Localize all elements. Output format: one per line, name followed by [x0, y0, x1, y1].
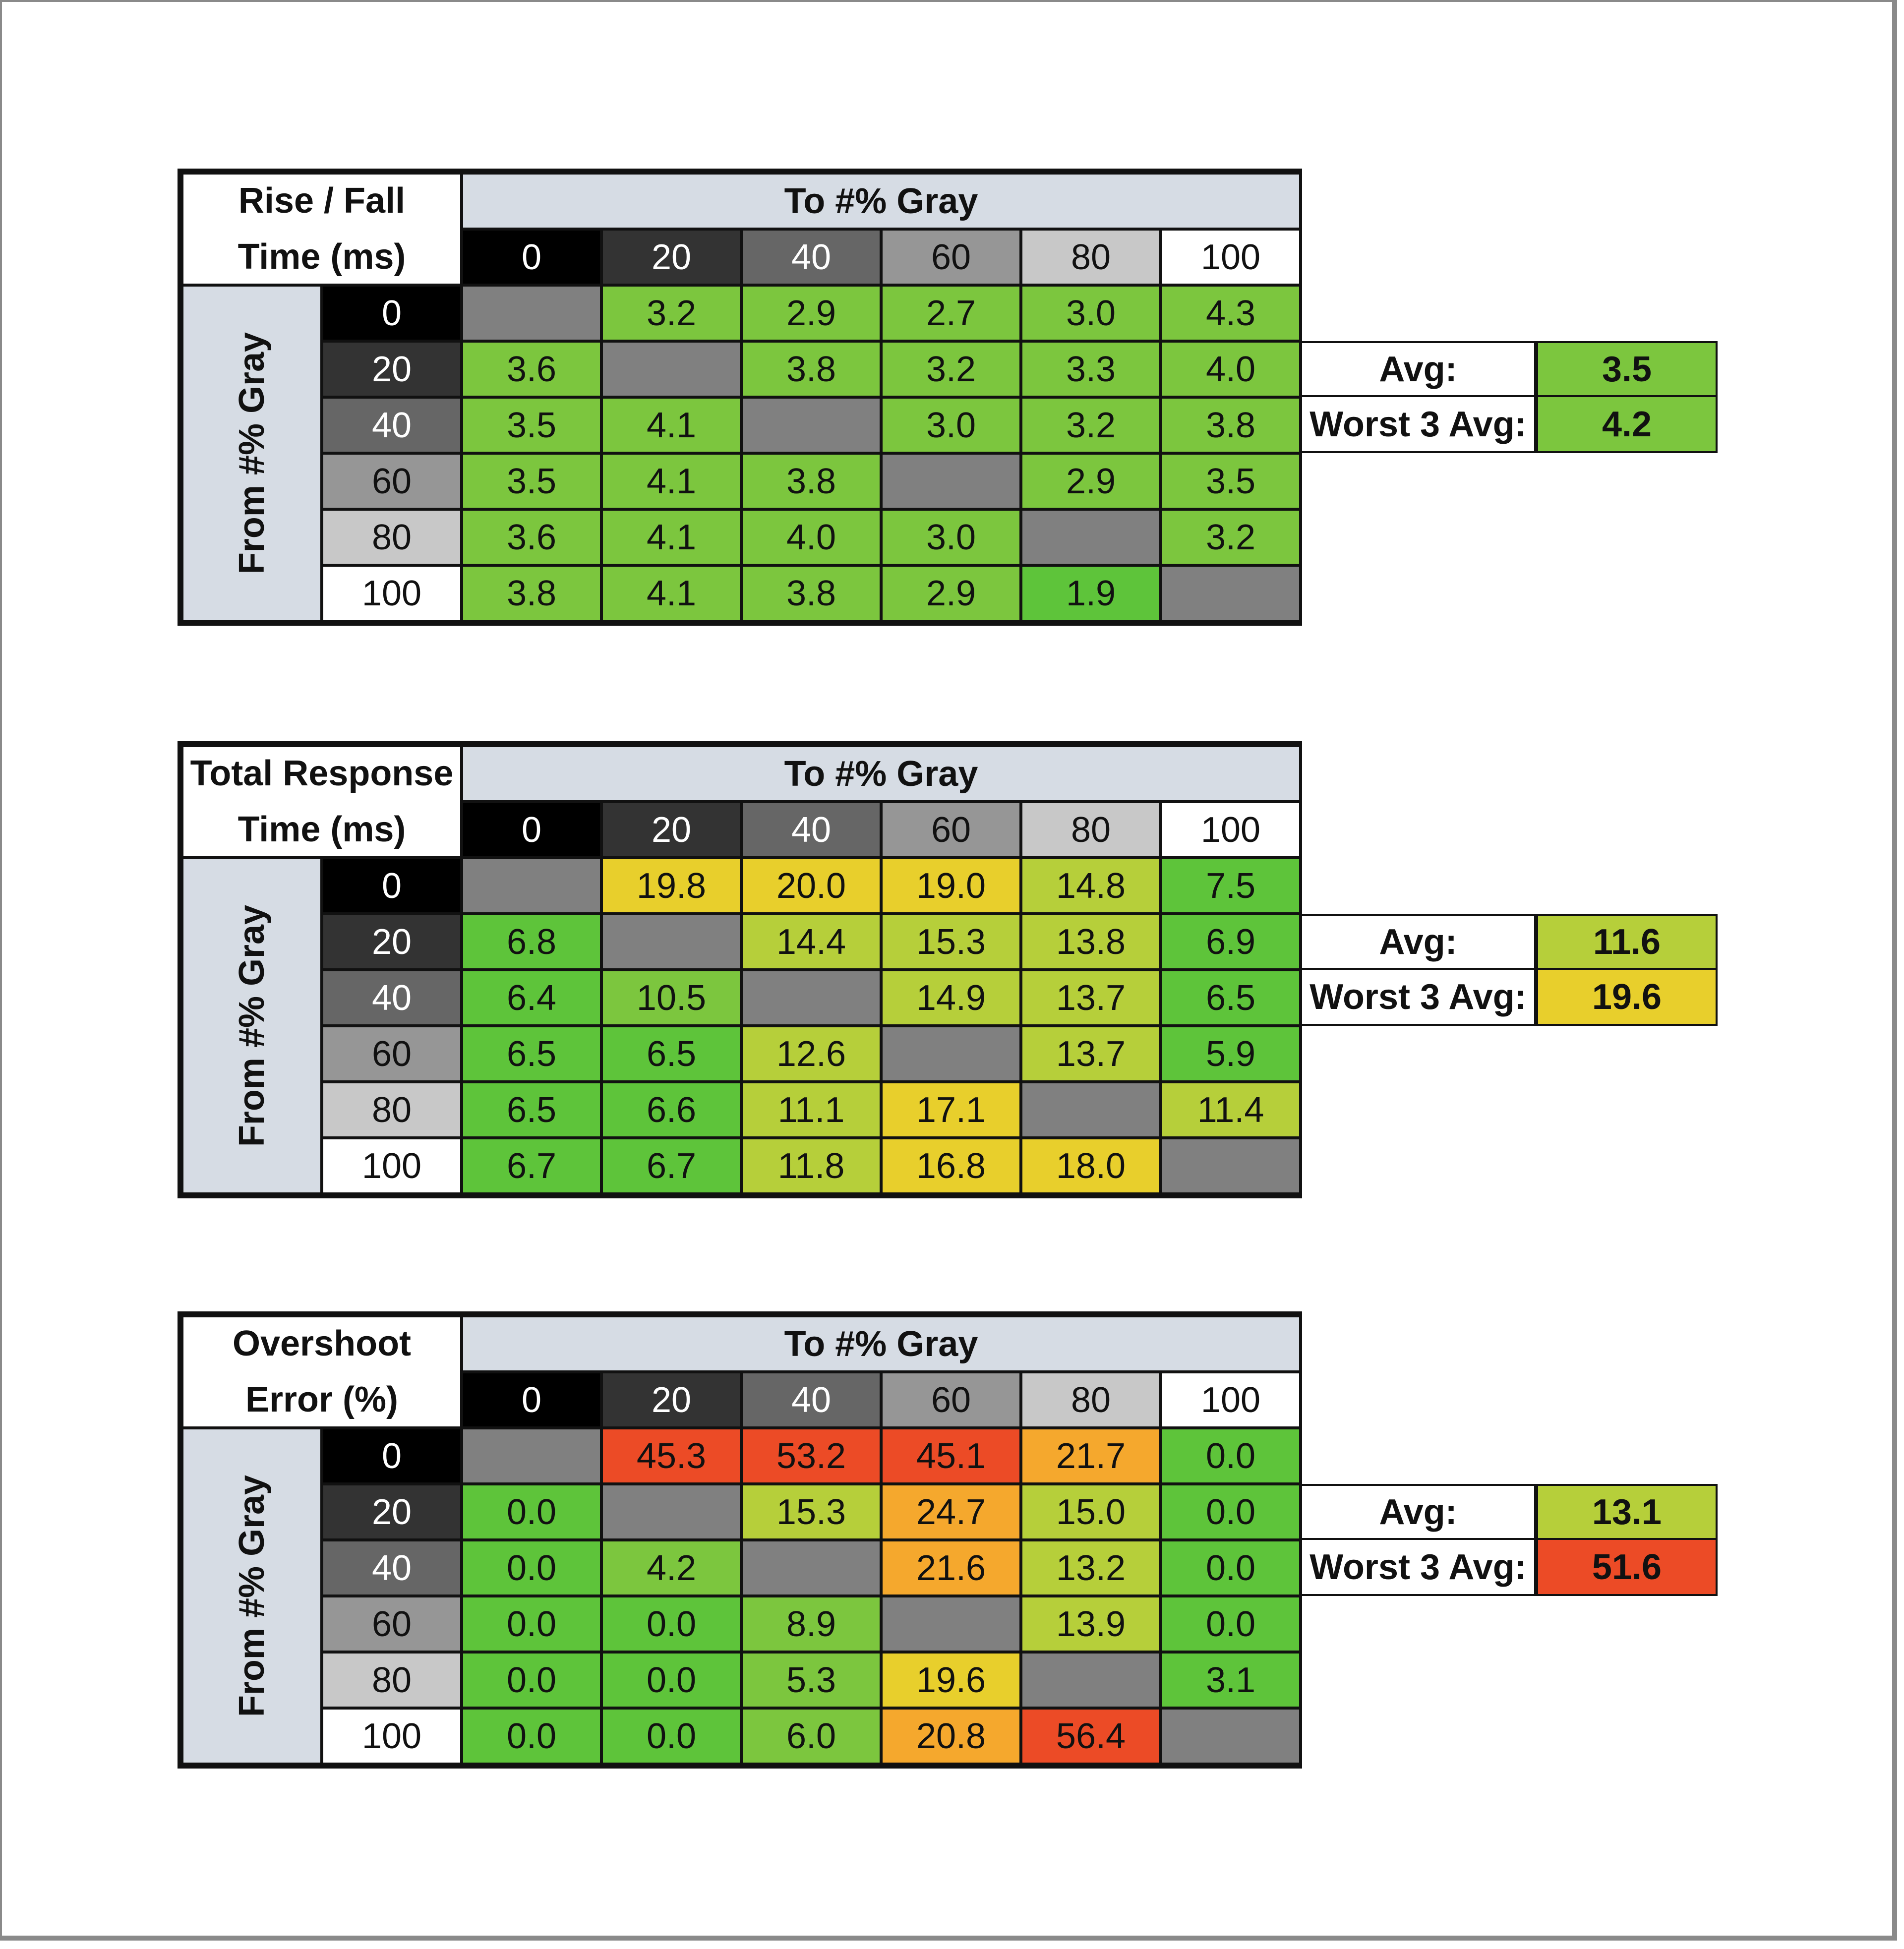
- data-cell: 14.8: [1021, 858, 1161, 914]
- data-cell: 3.5: [1161, 453, 1301, 509]
- data-cell: 3.8: [741, 453, 881, 509]
- data-cell: 0.0: [462, 1540, 601, 1596]
- data-cell: 3.3: [1021, 341, 1161, 397]
- diagonal-cell: [881, 1596, 1021, 1652]
- row-header: 40: [322, 397, 462, 453]
- data-cell: 13.7: [1021, 1026, 1161, 1082]
- diagonal-cell: [1161, 1708, 1301, 1764]
- data-cell: 3.0: [1021, 285, 1161, 341]
- matrix-title-line: Rise / Fall: [238, 181, 406, 221]
- data-cell: 6.0: [741, 1708, 881, 1764]
- data-cell: 5.3: [741, 1652, 881, 1708]
- data-cell: 0.0: [1161, 1540, 1301, 1596]
- diagonal-cell: [462, 1428, 601, 1484]
- summary-row: [1302, 914, 1718, 970]
- row-header: 100: [322, 1138, 462, 1194]
- summary-value: 11.6: [1536, 914, 1718, 970]
- matrix-title-line: Error (%): [245, 1380, 399, 1419]
- row-header: 20: [322, 1484, 462, 1540]
- data-cell: 3.6: [462, 341, 601, 397]
- matrix-table: [178, 1311, 1302, 1769]
- summary-label: Worst 3 Avg:: [1302, 970, 1536, 1026]
- data-cell: 45.3: [601, 1428, 741, 1484]
- data-cell: 3.2: [881, 341, 1021, 397]
- data-cell: 4.1: [601, 565, 741, 621]
- data-cell: 3.6: [462, 509, 601, 565]
- from-gray-label: From #% Gray: [232, 1475, 272, 1717]
- column-header: 0: [462, 802, 601, 858]
- data-cell: 12.6: [741, 1026, 881, 1082]
- column-header: 100: [1161, 229, 1301, 285]
- row-header: 0: [322, 285, 462, 341]
- data-cell: 6.6: [601, 1082, 741, 1138]
- from-gray-label: From #% Gray: [232, 904, 272, 1147]
- data-cell: 10.5: [601, 970, 741, 1026]
- summary-value: 19.6: [1536, 970, 1718, 1026]
- diagonal-cell: [1021, 1652, 1161, 1708]
- data-cell: 3.0: [881, 397, 1021, 453]
- column-header: 40: [741, 229, 881, 285]
- column-header: 100: [1161, 802, 1301, 858]
- data-cell: 24.7: [881, 1484, 1021, 1540]
- data-cell: 13.8: [1021, 914, 1161, 970]
- diagonal-cell: [601, 341, 741, 397]
- summary-label: Worst 3 Avg:: [1302, 1540, 1536, 1596]
- summary-label: Avg:: [1302, 914, 1536, 970]
- to-gray-header: [462, 746, 1301, 802]
- diagonal-cell: [601, 914, 741, 970]
- from-gray-label: From #% Gray: [232, 332, 272, 575]
- summary-row: [1302, 1540, 1718, 1596]
- data-cell: 4.1: [601, 397, 741, 453]
- column-header: 80: [1021, 229, 1161, 285]
- column-header: 80: [1021, 802, 1161, 858]
- data-cell: 6.5: [462, 1082, 601, 1138]
- row-header: 60: [322, 1596, 462, 1652]
- data-cell: 17.1: [881, 1082, 1021, 1138]
- diagonal-cell: [741, 1540, 881, 1596]
- summary-label: Avg:: [1302, 341, 1536, 397]
- column-header: 0: [462, 1372, 601, 1428]
- row-header: 60: [322, 1026, 462, 1082]
- matrix-title-line: Time (ms): [238, 810, 406, 849]
- data-cell: 3.5: [462, 397, 601, 453]
- data-cell: 20.8: [881, 1708, 1021, 1764]
- data-cell: 3.8: [741, 565, 881, 621]
- column-header: 40: [741, 802, 881, 858]
- data-cell: 3.2: [1021, 397, 1161, 453]
- row-header: 0: [322, 1428, 462, 1484]
- data-cell: 0.0: [1161, 1484, 1301, 1540]
- data-cell: 13.7: [1021, 970, 1161, 1026]
- from-gray-header: [182, 285, 322, 621]
- to-gray-label: To #% Gray: [784, 181, 978, 221]
- row-header: 80: [322, 1652, 462, 1708]
- data-cell: 15.3: [881, 914, 1021, 970]
- matrix-title: [182, 746, 462, 858]
- column-header: 20: [601, 802, 741, 858]
- diagonal-cell: [741, 970, 881, 1026]
- data-cell: 3.2: [601, 285, 741, 341]
- row-header: 60: [322, 453, 462, 509]
- diagonal-cell: [881, 453, 1021, 509]
- data-cell: 3.8: [1161, 397, 1301, 453]
- column-header: 40: [741, 1372, 881, 1428]
- summary-value: 51.6: [1536, 1540, 1718, 1596]
- data-cell: 3.1: [1161, 1652, 1301, 1708]
- column-header: 20: [601, 1372, 741, 1428]
- data-cell: 3.2: [1161, 509, 1301, 565]
- summary-label: Avg:: [1302, 1484, 1536, 1540]
- data-cell: 19.6: [881, 1652, 1021, 1708]
- column-header: 80: [1021, 1372, 1161, 1428]
- data-cell: 4.3: [1161, 285, 1301, 341]
- data-cell: 2.9: [741, 285, 881, 341]
- summary-label: Worst 3 Avg:: [1302, 397, 1536, 453]
- matrix-title-line: Total Response: [190, 754, 454, 793]
- data-cell: 18.0: [1021, 1138, 1161, 1194]
- data-cell: 0.0: [601, 1652, 741, 1708]
- data-cell: 45.1: [881, 1428, 1021, 1484]
- data-cell: 15.3: [741, 1484, 881, 1540]
- data-cell: 4.2: [601, 1540, 741, 1596]
- data-cell: 2.9: [881, 565, 1021, 621]
- matrix-table: [178, 741, 1302, 1198]
- data-cell: 0.0: [1161, 1596, 1301, 1652]
- data-cell: 19.8: [601, 858, 741, 914]
- diagonal-cell: [1161, 1138, 1301, 1194]
- row-header: 100: [322, 1708, 462, 1764]
- data-cell: 21.6: [881, 1540, 1021, 1596]
- to-gray-label: To #% Gray: [784, 754, 978, 794]
- matrix-title: [182, 173, 462, 285]
- summary-value: 13.1: [1536, 1484, 1718, 1540]
- column-header: 60: [881, 802, 1021, 858]
- summary-panel: [1302, 914, 1718, 1026]
- row-header: 100: [322, 565, 462, 621]
- data-cell: 0.0: [601, 1596, 741, 1652]
- row-header: 0: [322, 858, 462, 914]
- diagonal-cell: [881, 1026, 1021, 1082]
- from-gray-header: [182, 858, 322, 1194]
- diagonal-cell: [1021, 1082, 1161, 1138]
- data-cell: 6.8: [462, 914, 601, 970]
- data-cell: 0.0: [462, 1596, 601, 1652]
- summary-value: 4.2: [1536, 397, 1718, 453]
- data-cell: 6.5: [1161, 970, 1301, 1026]
- column-header: 60: [881, 229, 1021, 285]
- data-cell: 4.1: [601, 453, 741, 509]
- data-cell: 3.8: [741, 341, 881, 397]
- data-cell: 11.1: [741, 1082, 881, 1138]
- column-header: 100: [1161, 1372, 1301, 1428]
- matrix-title: [182, 1316, 462, 1428]
- diagonal-cell: [462, 285, 601, 341]
- column-header: 0: [462, 229, 601, 285]
- matrix-title-line: Overshoot: [232, 1324, 412, 1363]
- diagonal-cell: [741, 397, 881, 453]
- row-header: 20: [322, 341, 462, 397]
- summary-panel: [1302, 1484, 1718, 1596]
- data-cell: 13.2: [1021, 1540, 1161, 1596]
- column-header: 60: [881, 1372, 1021, 1428]
- summary-panel: [1302, 341, 1718, 453]
- data-cell: 6.7: [601, 1138, 741, 1194]
- data-cell: 6.4: [462, 970, 601, 1026]
- data-cell: 6.9: [1161, 914, 1301, 970]
- data-cell: 11.4: [1161, 1082, 1301, 1138]
- summary-row: [1302, 970, 1718, 1026]
- data-cell: 8.9: [741, 1596, 881, 1652]
- data-cell: 16.8: [881, 1138, 1021, 1194]
- data-cell: 21.7: [1021, 1428, 1161, 1484]
- summary-value: 3.5: [1536, 341, 1718, 397]
- data-cell: 6.5: [462, 1026, 601, 1082]
- matrix-table: [178, 169, 1302, 626]
- data-cell: 3.8: [462, 565, 601, 621]
- row-header: 40: [322, 1540, 462, 1596]
- data-cell: 56.4: [1021, 1708, 1161, 1764]
- diagonal-cell: [1021, 509, 1161, 565]
- data-cell: 4.1: [601, 509, 741, 565]
- data-cell: 0.0: [462, 1484, 601, 1540]
- column-header: 20: [601, 229, 741, 285]
- summary-row: [1302, 341, 1718, 397]
- summary-row: [1302, 397, 1718, 453]
- from-gray-header: [182, 1428, 322, 1764]
- data-cell: 0.0: [1161, 1428, 1301, 1484]
- data-cell: 4.0: [741, 509, 881, 565]
- diagonal-cell: [1161, 565, 1301, 621]
- data-cell: 2.9: [1021, 453, 1161, 509]
- data-cell: 6.7: [462, 1138, 601, 1194]
- data-cell: 3.5: [462, 453, 601, 509]
- data-cell: 0.0: [462, 1652, 601, 1708]
- to-gray-label: To #% Gray: [784, 1324, 978, 1364]
- data-cell: 20.0: [741, 858, 881, 914]
- row-header: 40: [322, 970, 462, 1026]
- data-cell: 13.9: [1021, 1596, 1161, 1652]
- data-cell: 6.5: [601, 1026, 741, 1082]
- data-cell: 14.4: [741, 914, 881, 970]
- summary-row: [1302, 1484, 1718, 1540]
- data-cell: 3.0: [881, 509, 1021, 565]
- data-cell: 4.0: [1161, 341, 1301, 397]
- row-header: 20: [322, 914, 462, 970]
- to-gray-header: [462, 1316, 1301, 1372]
- data-cell: 14.9: [881, 970, 1021, 1026]
- data-cell: 53.2: [741, 1428, 881, 1484]
- data-cell: 5.9: [1161, 1026, 1301, 1082]
- data-cell: 19.0: [881, 858, 1021, 914]
- data-cell: 15.0: [1021, 1484, 1161, 1540]
- data-cell: 0.0: [462, 1708, 601, 1764]
- data-cell: 1.9: [1021, 565, 1161, 621]
- matrix-title-line: Time (ms): [238, 237, 406, 277]
- to-gray-header: [462, 173, 1301, 229]
- data-cell: 7.5: [1161, 858, 1301, 914]
- data-cell: 0.0: [601, 1708, 741, 1764]
- diagonal-cell: [462, 858, 601, 914]
- diagonal-cell: [601, 1484, 741, 1540]
- data-cell: 11.8: [741, 1138, 881, 1194]
- row-header: 80: [322, 509, 462, 565]
- row-header: 80: [322, 1082, 462, 1138]
- data-cell: 2.7: [881, 285, 1021, 341]
